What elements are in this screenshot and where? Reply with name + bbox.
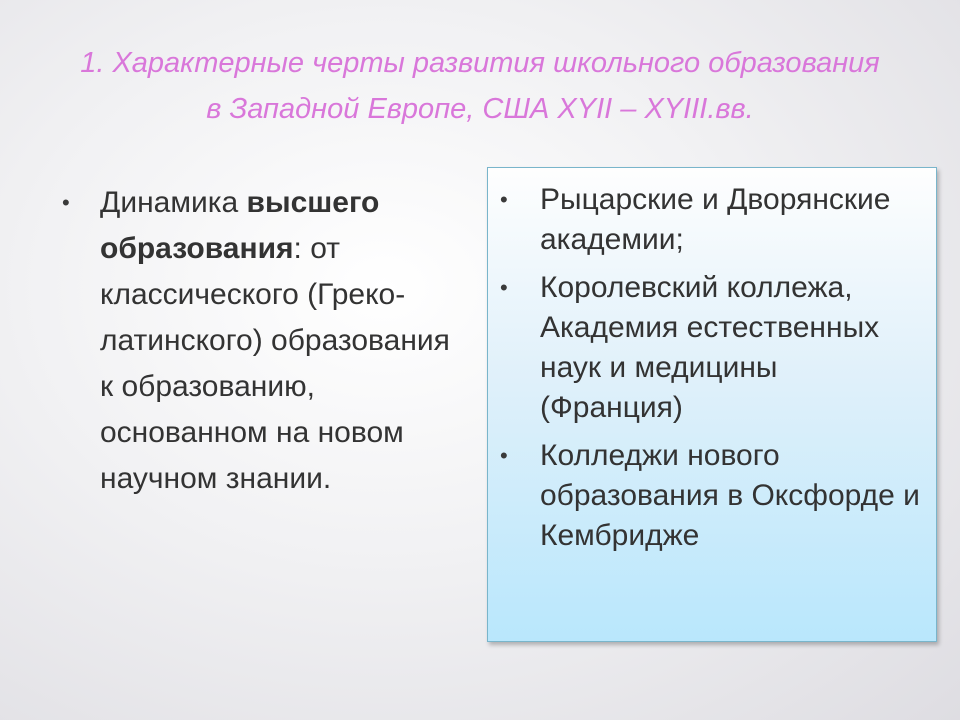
right-item-text: Рыцарские и Дворянские академии; [540, 183, 891, 256]
bullet-icon: • [500, 187, 508, 212]
left-bullet-item [60, 180, 460, 502]
right-list-item [498, 268, 928, 428]
left-text-suffix: : от классического (Греко-латинского) образования к образованию, основанном на новом научном знании. [100, 232, 450, 495]
title-line-1: 1. Характерные черты развития школьного образования [80, 47, 880, 79]
right-item-text: Колледжи нового образования в Оксфорде и Кембридже [540, 439, 920, 552]
right-list-item [498, 436, 928, 556]
right-content-box [487, 167, 937, 642]
bullet-icon: • [500, 443, 508, 468]
slide-title [0, 40, 960, 132]
bullet-icon: • [500, 275, 508, 300]
right-item-text: Королевский коллежа, Академия естественных наук и медицины (Франция) [540, 271, 880, 424]
left-text-prefix: Динамика [100, 186, 247, 219]
right-bullet-list [498, 180, 928, 564]
left-text-bold: высшего образования [100, 186, 380, 265]
right-list-item [498, 180, 928, 260]
title-line-2: в Западной Европе, США XYII – XYIII.вв. [206, 93, 754, 125]
left-column [60, 180, 460, 502]
left-bullet-text [100, 180, 460, 502]
bullet-icon: • [62, 190, 70, 215]
